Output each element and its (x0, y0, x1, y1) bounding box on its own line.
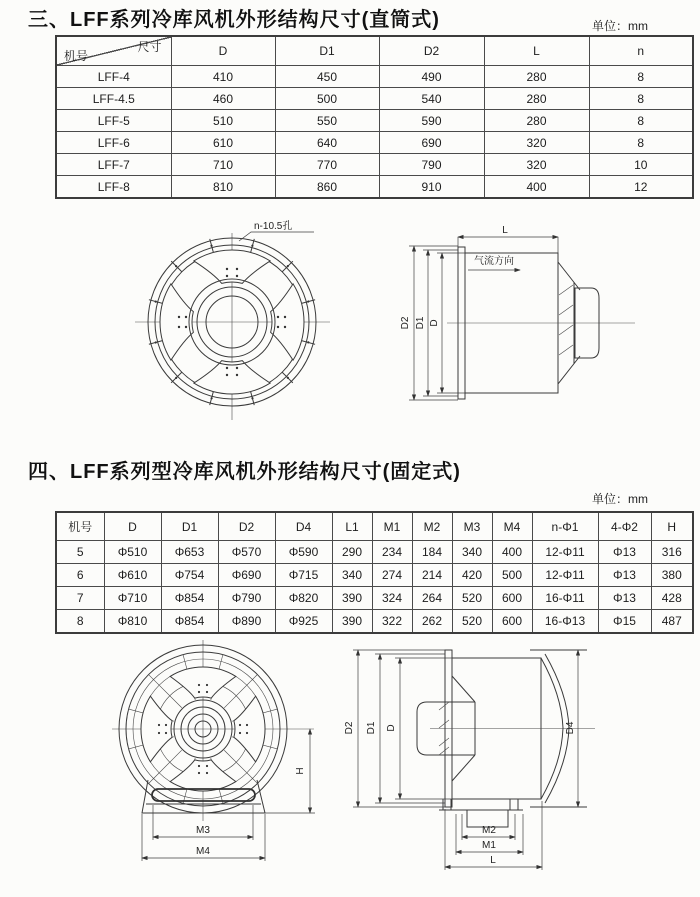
value-cell: 340 (452, 541, 492, 564)
model-cell: 7 (56, 587, 104, 610)
value-cell: 790 (379, 154, 484, 176)
column-header: H (651, 512, 693, 541)
table-row (56, 541, 693, 564)
value-cell: 520 (452, 587, 492, 610)
dim-label-m4: M4 (196, 846, 210, 857)
value-cell: 390 (332, 610, 372, 634)
table-row (56, 110, 693, 132)
value-cell: 420 (452, 564, 492, 587)
value-cell: 12-Φ11 (532, 564, 598, 587)
section3-title: 三、LFF系列冷库风机外形结构尺寸(直筒式) (28, 9, 440, 31)
dim-label-d2: D2 (344, 721, 355, 735)
value-cell: Φ710 (104, 587, 161, 610)
value-cell: 810 (171, 176, 275, 199)
corner-label-model: 机号 (64, 49, 89, 63)
value-cell: Φ13 (598, 541, 651, 564)
section4-unit-note: 单位：mm (592, 492, 648, 506)
dim-label-d: D (429, 319, 440, 327)
value-cell: 12 (589, 176, 693, 199)
value-cell: 540 (379, 88, 484, 110)
value-cell: Φ754 (161, 564, 218, 587)
table-row (56, 66, 693, 88)
straight-type-table (55, 35, 694, 199)
value-cell: 340 (332, 564, 372, 587)
fixed-type-table (55, 511, 694, 634)
value-cell: 320 (484, 132, 589, 154)
model-cell: 8 (56, 610, 104, 634)
dim-label-d1: D1 (366, 721, 377, 735)
column-header: n (589, 36, 693, 66)
column-header: 机号 (56, 512, 104, 541)
airflow-direction-label: 气流方向 (474, 256, 514, 267)
value-cell: 274 (372, 564, 412, 587)
value-cell: 280 (484, 88, 589, 110)
value-cell: Φ690 (218, 564, 275, 587)
value-cell: 490 (379, 66, 484, 88)
value-cell: 610 (171, 132, 275, 154)
fixed-type-front-view-drawing (100, 638, 330, 873)
value-cell: Φ510 (104, 541, 161, 564)
dim-label-d4: D4 (565, 721, 576, 735)
value-cell: Φ820 (275, 587, 332, 610)
dim-label-l: L (490, 855, 496, 866)
value-cell: 487 (651, 610, 693, 634)
value-cell: 16-Φ13 (532, 610, 598, 634)
value-cell: 234 (372, 541, 412, 564)
value-cell: 262 (412, 610, 452, 634)
value-cell: 380 (651, 564, 693, 587)
value-cell: Φ790 (218, 587, 275, 610)
value-cell: 690 (379, 132, 484, 154)
model-cell: 5 (56, 541, 104, 564)
value-cell: 10 (589, 154, 693, 176)
model-cell: 6 (56, 564, 104, 587)
value-cell: Φ610 (104, 564, 161, 587)
value-cell: 322 (372, 610, 412, 634)
value-cell: 640 (275, 132, 379, 154)
column-header: D (104, 512, 161, 541)
table-row (56, 176, 693, 199)
value-cell: Φ810 (104, 610, 161, 634)
column-header: 4-Φ2 (598, 512, 651, 541)
column-header: M2 (412, 512, 452, 541)
dim-label-d: D (386, 724, 397, 732)
section3-unit-note: 单位：mm (592, 19, 648, 33)
value-cell: 8 (589, 132, 693, 154)
table-row (56, 132, 693, 154)
dim-label-d1: D1 (415, 316, 426, 330)
value-cell: 8 (589, 66, 693, 88)
dim-label-m3: M3 (196, 825, 210, 836)
value-cell: 600 (492, 587, 532, 610)
value-cell: 500 (492, 564, 532, 587)
table-row (56, 587, 693, 610)
value-cell: 520 (452, 610, 492, 634)
value-cell: 16-Φ11 (532, 587, 598, 610)
value-cell: 510 (171, 110, 275, 132)
column-header: L (484, 36, 589, 66)
value-cell: 184 (412, 541, 452, 564)
value-cell: 770 (275, 154, 379, 176)
value-cell: 8 (589, 88, 693, 110)
value-cell: 8 (589, 110, 693, 132)
header-row (56, 36, 693, 66)
column-header: D1 (275, 36, 379, 66)
value-cell: 390 (332, 587, 372, 610)
value-cell: Φ590 (275, 541, 332, 564)
value-cell: Φ715 (275, 564, 332, 587)
value-cell: 550 (275, 110, 379, 132)
value-cell: 450 (275, 66, 379, 88)
value-cell: 710 (171, 154, 275, 176)
value-cell: 316 (651, 541, 693, 564)
table-row (56, 564, 693, 587)
model-cell: LFF-4.5 (56, 88, 171, 110)
value-cell: 400 (492, 541, 532, 564)
value-cell: 280 (484, 66, 589, 88)
value-cell: Φ570 (218, 541, 275, 564)
column-header: M1 (372, 512, 412, 541)
model-cell: LFF-8 (56, 176, 171, 199)
section4-title: 四、LFF系列型冷库风机外形结构尺寸(固定式) (28, 461, 461, 483)
fixed-type-side-view-drawing (335, 638, 625, 883)
column-header: M4 (492, 512, 532, 541)
value-cell: 500 (275, 88, 379, 110)
table-row (56, 88, 693, 110)
value-cell: 600 (492, 610, 532, 634)
value-cell: Φ890 (218, 610, 275, 634)
value-cell: 264 (412, 587, 452, 610)
value-cell: 290 (332, 541, 372, 564)
value-cell: 428 (651, 587, 693, 610)
value-cell: 460 (171, 88, 275, 110)
column-header: D2 (379, 36, 484, 66)
column-header: D2 (218, 512, 275, 541)
value-cell: Φ854 (161, 610, 218, 634)
value-cell: 860 (275, 176, 379, 199)
dim-label-l: L (502, 225, 508, 236)
column-header: D4 (275, 512, 332, 541)
value-cell: 324 (372, 587, 412, 610)
value-cell: Φ13 (598, 564, 651, 587)
straight-type-side-view-drawing (395, 220, 660, 430)
straight-type-front-view-drawing (118, 205, 358, 435)
value-cell: 590 (379, 110, 484, 132)
value-cell: Φ13 (598, 587, 651, 610)
value-cell: Φ15 (598, 610, 651, 634)
table-row (56, 610, 693, 634)
corner-header-cell (56, 36, 171, 66)
value-cell: 910 (379, 176, 484, 199)
header-row (56, 512, 693, 541)
value-cell: Φ653 (161, 541, 218, 564)
value-cell: Φ854 (161, 587, 218, 610)
value-cell: 214 (412, 564, 452, 587)
model-cell: LFF-7 (56, 154, 171, 176)
model-cell: LFF-5 (56, 110, 171, 132)
column-header: L1 (332, 512, 372, 541)
dim-label-d2: D2 (400, 316, 411, 330)
value-cell: 280 (484, 110, 589, 132)
column-header: n-Φ1 (532, 512, 598, 541)
holes-count-label: n-10.5孔 (254, 221, 293, 232)
dim-label-h: H (295, 767, 306, 775)
column-header: D1 (161, 512, 218, 541)
corner-label-size: 尺寸 (137, 40, 162, 54)
model-cell: LFF-6 (56, 132, 171, 154)
dim-label-m2: M2 (482, 825, 496, 836)
value-cell: 400 (484, 176, 589, 199)
model-cell: LFF-4 (56, 66, 171, 88)
table-row (56, 154, 693, 176)
dim-label-m1: M1 (482, 840, 496, 851)
column-header: D (171, 36, 275, 66)
column-header: M3 (452, 512, 492, 541)
value-cell: Φ925 (275, 610, 332, 634)
value-cell: 320 (484, 154, 589, 176)
value-cell: 410 (171, 66, 275, 88)
value-cell: 12-Φ11 (532, 541, 598, 564)
